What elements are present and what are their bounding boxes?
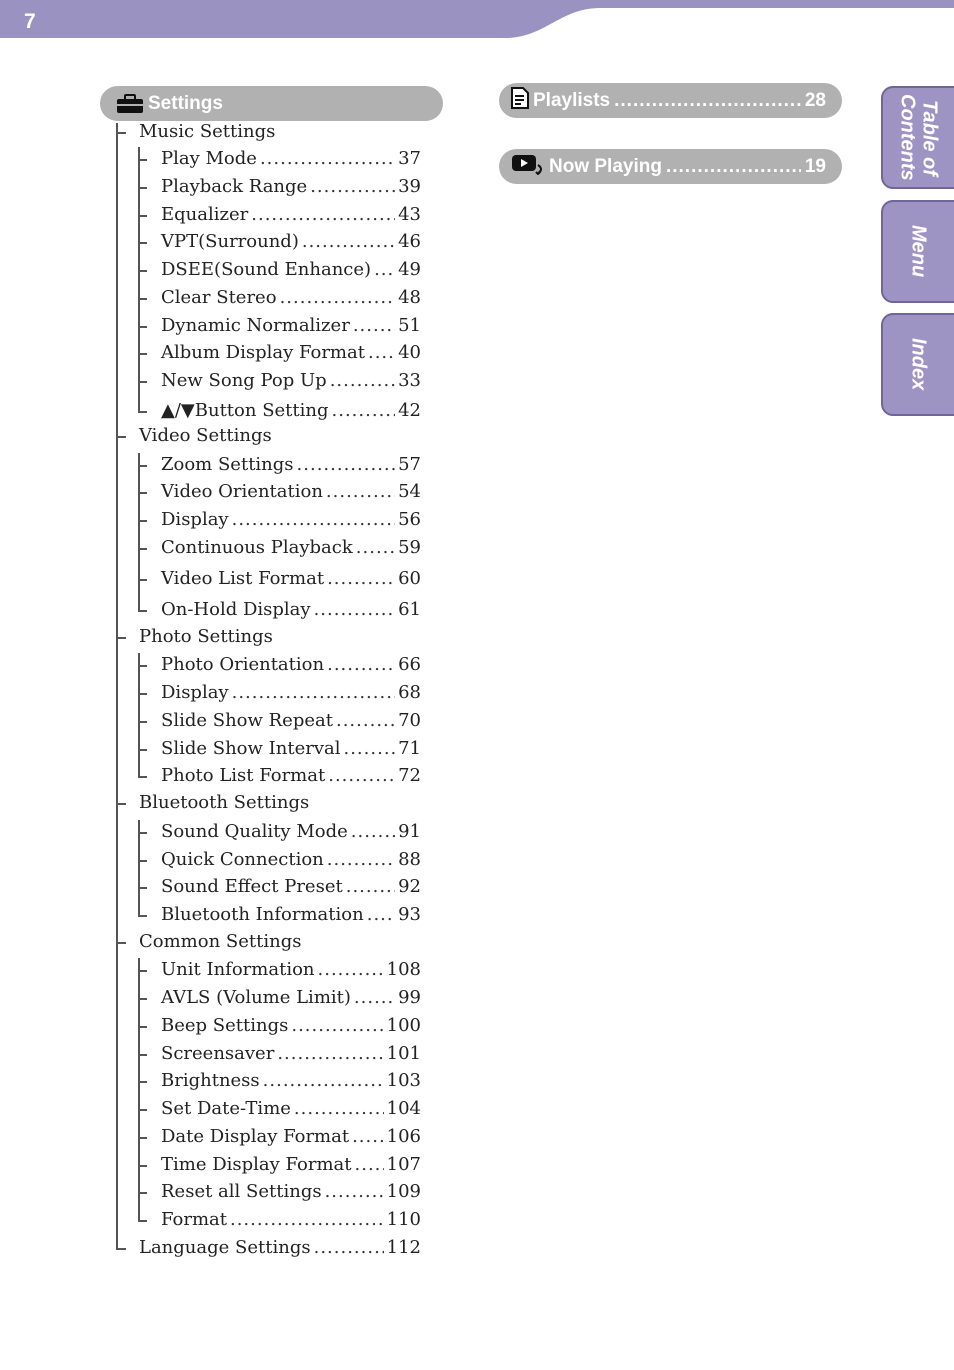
toc-entry-page: 109 (386, 1181, 421, 1202)
tree-sub-branch-line (138, 915, 147, 917)
leader-dots (230, 1208, 384, 1232)
tree-sub-branch-line (138, 548, 147, 550)
toc-entry-label: Display (161, 509, 229, 530)
leader-dots (263, 1069, 384, 1093)
toc-entry[interactable] (161, 1125, 421, 1149)
toc-entry-page: 107 (386, 1154, 421, 1175)
toc-entry-page: 110 (386, 1209, 421, 1230)
toc-entry-label: Clear Stereo (161, 287, 277, 308)
tree-sub-branch-line (138, 298, 147, 300)
tree-sub-branch-line (138, 665, 147, 667)
tree-sub-branch-line (138, 270, 147, 272)
tab-table-of-contents[interactable] (881, 86, 954, 189)
toc-entry[interactable] (161, 1153, 421, 1177)
leader-dots (318, 958, 384, 982)
toc-entry-page: 60 (398, 568, 421, 589)
toc-entry-page: 101 (386, 1043, 421, 1064)
tree-sub-branch-line (138, 721, 147, 723)
leader-dots (310, 175, 395, 199)
tree-sub-branch-line (138, 215, 147, 217)
leader-dots (251, 203, 395, 227)
toc-entry[interactable] (161, 369, 421, 393)
leader-dots (330, 369, 395, 393)
leader-dots (260, 147, 395, 171)
toc-entry[interactable] (161, 875, 421, 899)
toc-entry[interactable] (161, 536, 421, 560)
tree-sub-branch-line (138, 1137, 147, 1139)
category-label[interactable]: Music Settings (139, 121, 276, 142)
toc-entry-page: 54 (398, 481, 421, 502)
leader-dots (294, 1097, 384, 1121)
tree-sub-branch-line (138, 381, 147, 383)
leader-dots (327, 848, 395, 872)
toc-entry-label: Time Display Format (161, 1154, 352, 1175)
toc-entry-page: 103 (386, 1070, 421, 1091)
toc-entry[interactable] (161, 1097, 421, 1121)
toc-entry-label: Video Orientation (161, 481, 323, 502)
tree-sub-branch-line (138, 242, 147, 244)
category-label[interactable]: Video Settings (139, 425, 272, 446)
toc-entry-label: Quick Connection (161, 849, 324, 870)
toc-entry[interactable] (161, 230, 421, 254)
toc-entry[interactable] (161, 681, 421, 705)
leader-dots (232, 508, 395, 532)
toc-entry-label: Album Display Format (161, 342, 365, 363)
tree-branch-line (116, 1248, 126, 1250)
toc-entry-label: On-Hold Display (161, 599, 311, 620)
tree-sub-branch-line (138, 1081, 147, 1083)
toc-entry-page: 39 (398, 176, 421, 197)
tree-sub-branch-line (138, 187, 147, 189)
toc-entry-label: Zoom Settings (161, 454, 294, 475)
leader-dots (302, 230, 395, 254)
tree-sub-branch-line (138, 832, 147, 834)
tree-branch-line (116, 942, 126, 944)
toc-entry[interactable] (161, 764, 421, 788)
leader-dots (291, 1014, 383, 1038)
toc-entry-label: New Song Pop Up (161, 370, 327, 391)
toc-entry[interactable] (161, 341, 421, 365)
toc-entry[interactable] (161, 1042, 421, 1066)
tree-branch-line (116, 132, 126, 134)
tree-branch-line (116, 637, 126, 639)
header-bar (0, 0, 954, 40)
toc-entry-label: AVLS (Volume Limit) (161, 987, 351, 1008)
toc-entry[interactable] (161, 567, 421, 591)
leader-dots (314, 598, 396, 622)
toc-entry-page: 42 (398, 400, 421, 421)
leader-dots (368, 341, 395, 365)
toc-entry[interactable] (161, 286, 421, 310)
toc-entry[interactable] (161, 175, 421, 199)
toc-entry-label: DSEE(Sound Enhance) (161, 259, 372, 280)
leader-dots (356, 536, 395, 560)
leader-dots (352, 1125, 384, 1149)
toc-entry-page: 46 (398, 231, 421, 252)
toc-entry-label: Reset all Settings (161, 1181, 322, 1202)
toc-entry-page: 71 (398, 738, 421, 759)
settings-title: Settings (148, 92, 223, 114)
toc-entry-label: ▲/▼Button Setting (161, 400, 329, 421)
leader-dots (355, 1153, 384, 1177)
tab-index[interactable] (881, 313, 954, 416)
leader-dots (280, 286, 396, 310)
page-number: 7 (24, 10, 36, 33)
tree-sub-branch-line (138, 970, 147, 972)
toc-entry-page: 108 (386, 959, 421, 980)
toc-entry-label: Slide Show Repeat (161, 710, 333, 731)
now-playing-icon (511, 153, 545, 181)
leader-dots (297, 453, 396, 477)
toc-entry[interactable] (161, 314, 421, 338)
toc-entry[interactable] (161, 258, 421, 282)
toc-entry-label: Continuous Playback (161, 537, 353, 558)
toc-entry-page: 72 (398, 765, 421, 786)
tree-sub-branch-line (138, 1192, 147, 1194)
toc-entry[interactable] (161, 958, 421, 982)
tree-sub-branch-line (138, 749, 147, 751)
toc-entry-label: Bluetooth Information (161, 904, 364, 925)
toc-entry-page: 68 (398, 682, 421, 703)
tab-menu-label: Menu (907, 225, 930, 278)
toc-entry-page: 104 (386, 1098, 421, 1119)
tree-sub-branch-line (138, 326, 147, 328)
toc-entry-label: Playback Range (161, 176, 308, 197)
category-label[interactable]: Common Settings (139, 931, 302, 952)
tree-sub-branch-line (138, 465, 147, 467)
toc-entry-page: 56 (398, 509, 421, 530)
toc-entry-label: VPT(Surround) (161, 231, 299, 252)
tree-sub-branch-line (138, 1220, 147, 1222)
toc-entry-page: 100 (386, 1015, 421, 1036)
toolbox-icon (116, 94, 144, 114)
leader-dots (354, 986, 395, 1010)
toc-entry-label: Brightness (161, 1070, 260, 1091)
toc-entry-page: 93 (398, 904, 421, 925)
tree-sub-line (138, 453, 140, 610)
toc-entry[interactable] (161, 453, 421, 477)
toc-entry-label: Video List Format (161, 568, 325, 589)
toc-entry-page: 106 (386, 1126, 421, 1147)
tree-sub-branch-line (138, 610, 147, 612)
toc-entry[interactable] (161, 1180, 421, 1204)
playlist-icon (511, 87, 529, 115)
toc-entry[interactable] (161, 709, 421, 733)
leader-dots (666, 156, 801, 178)
leader-dots (614, 90, 801, 112)
toc-entry-page: 99 (398, 987, 421, 1008)
tree-sub-branch-line (138, 411, 147, 413)
leader-dots (336, 709, 395, 733)
toc-entry-label: Screensaver (161, 1043, 275, 1064)
toc-entry-page: 88 (398, 849, 421, 870)
leader-dots (346, 875, 395, 899)
toc-entry[interactable] (161, 1069, 421, 1093)
toc-entry[interactable] (161, 1208, 421, 1232)
toc-entry[interactable] (161, 598, 421, 622)
toc-entry[interactable] (161, 848, 421, 872)
toc-entry[interactable] (161, 653, 421, 677)
leader-dots (232, 681, 395, 705)
toc-entry-page: 59 (398, 537, 421, 558)
leader-dots (374, 258, 395, 282)
toc-entry-label: Dynamic Normalizer (161, 315, 350, 336)
tree-sub-branch-line (138, 520, 147, 522)
tree-sub-branch-line (138, 579, 147, 581)
toc-entry-label: Set Date-Time (161, 1098, 291, 1119)
tree-sub-line (138, 653, 140, 776)
now-playing-label: Now Playing (549, 155, 662, 177)
toc-entry-label: Play Mode (161, 148, 257, 169)
tree-branch-line (116, 803, 126, 805)
playlists-page: 28 (804, 89, 826, 111)
toc-entry-label: Date Display Format (161, 1126, 350, 1147)
toc-entry-label: Language Settings (139, 1237, 311, 1258)
playlists-link[interactable] (499, 83, 842, 118)
toc-entry-page: 40 (398, 342, 421, 363)
toc-entry-page: 33 (398, 370, 421, 391)
toc-entry[interactable] (161, 508, 421, 532)
tree-sub-branch-line (138, 492, 147, 494)
toc-entry-label: Sound Effect Preset (161, 876, 343, 897)
tree-sub-branch-line (138, 860, 147, 862)
now-playing-link[interactable] (499, 149, 842, 184)
tree-sub-branch-line (138, 887, 147, 889)
leader-dots (332, 399, 396, 423)
leader-dots (328, 764, 395, 788)
category-label[interactable]: Bluetooth Settings (139, 792, 310, 813)
leader-dots (277, 1042, 383, 1066)
leader-dots (343, 737, 395, 761)
leader-dots (353, 314, 395, 338)
toc-entry-label: Slide Show Interval (161, 738, 341, 759)
toc-entry-label: Equalizer (161, 204, 249, 225)
tree-branch-line (116, 436, 126, 438)
toc-entry-page: 49 (398, 259, 421, 280)
toc-entry[interactable] (161, 737, 421, 761)
toc-entry-page: 92 (398, 876, 421, 897)
toc-entry-page: 57 (398, 454, 421, 475)
toc-entry-page: 51 (398, 315, 421, 336)
category-label[interactable]: Photo Settings (139, 626, 273, 647)
leader-dots (314, 1236, 384, 1260)
toc-entry-label: Beep Settings (161, 1015, 289, 1036)
settings-header[interactable] (100, 86, 443, 121)
tree-sub-branch-line (138, 1109, 147, 1111)
toc-entry-page: 66 (398, 654, 421, 675)
tree-sub-branch-line (138, 1165, 147, 1167)
toc-entry-label: Sound Quality Mode (161, 821, 348, 842)
tree-sub-branch-line (138, 353, 147, 355)
toc-entry-page: 48 (398, 287, 421, 308)
leader-dots (367, 903, 395, 927)
tree-sub-branch-line (138, 693, 147, 695)
toc-entry[interactable] (161, 1014, 421, 1038)
leader-dots (327, 653, 395, 677)
toc-entry[interactable] (161, 903, 421, 927)
toc-entry[interactable] (161, 480, 421, 504)
toc-entry-label: Unit Information (161, 959, 315, 980)
toc-entry-page: 112 (386, 1237, 421, 1258)
toc-entry-label: Display (161, 682, 229, 703)
toc-entry[interactable] (161, 399, 421, 423)
leader-dots (325, 1180, 384, 1204)
toc-entry-page: 61 (398, 599, 421, 620)
now-playing-page: 19 (804, 155, 826, 177)
tree-sub-branch-line (138, 159, 147, 161)
playlists-label: Playlists (533, 89, 611, 111)
tab-table-of-contents-label: Table of Contents (896, 94, 941, 181)
tree-trunk-line (116, 123, 118, 1248)
toc-entry-page: 43 (398, 204, 421, 225)
tree-sub-branch-line (138, 1026, 147, 1028)
toc-entry-label: Photo Orientation (161, 654, 325, 675)
tab-menu[interactable] (881, 200, 954, 303)
toc-entry-label: Format (161, 1209, 227, 1230)
toc-entry[interactable] (161, 147, 421, 171)
toc-entry[interactable] (139, 1236, 421, 1260)
leader-dots (351, 820, 395, 844)
toc-entry[interactable] (161, 203, 421, 227)
leader-dots (326, 480, 395, 504)
tab-index-label: Index (907, 338, 930, 391)
tree-sub-branch-line (138, 998, 147, 1000)
toc-entry-label: Photo List Format (161, 765, 326, 786)
leader-dots (327, 567, 395, 591)
tree-sub-branch-line (138, 776, 147, 778)
toc-entry-page: 70 (398, 710, 421, 731)
tree-sub-branch-line (138, 1054, 147, 1056)
toc-entry[interactable] (161, 986, 421, 1010)
tree-sub-line (138, 820, 140, 915)
toc-entry[interactable] (161, 820, 421, 844)
toc-entry-page: 37 (398, 148, 421, 169)
toc-entry-page: 91 (398, 821, 421, 842)
